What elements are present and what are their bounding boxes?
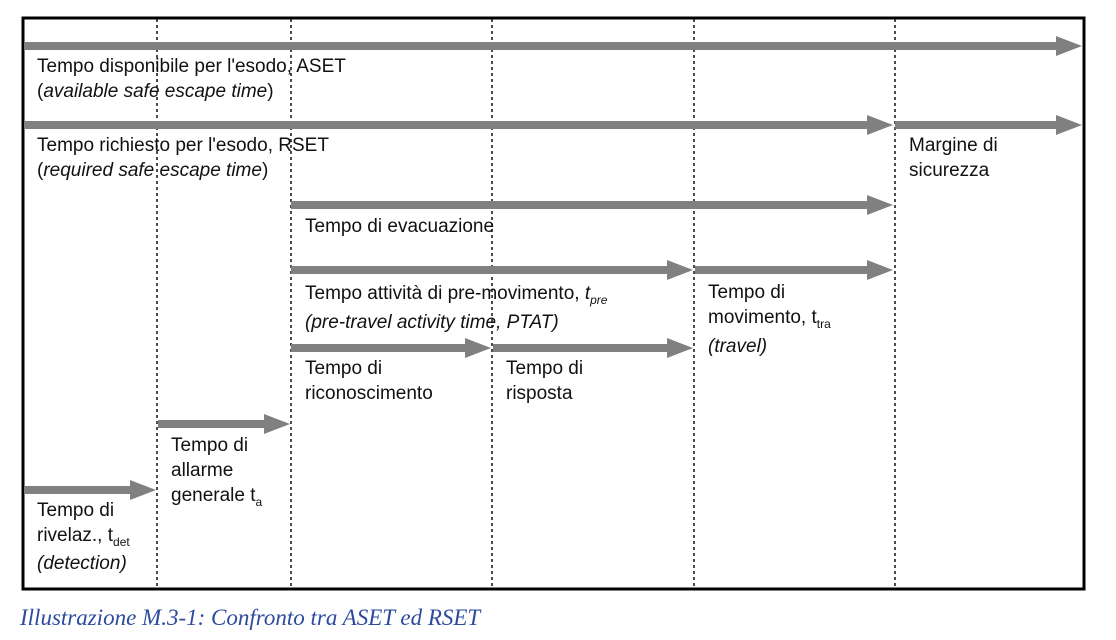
pre-movement-text: Tempo attività di pre-movimento,	[305, 283, 585, 304]
aset-arrow	[24, 36, 1082, 56]
aset-label-line1: Tempo disponibile per l'esodo, ASET	[37, 56, 346, 77]
pre-movement-subscript: pre	[590, 292, 608, 307]
safety-margin-line1: Margine di	[909, 135, 998, 156]
movement-label	[708, 280, 831, 359]
aset-close-paren: )	[267, 81, 274, 102]
aset-open-paren: (	[37, 81, 44, 102]
rset-open-paren: (	[37, 160, 44, 181]
alarm-text: generale t	[171, 485, 256, 506]
recognition-line2: riconoscimento	[305, 383, 433, 404]
alarm-line3	[171, 483, 262, 508]
response-line2: risposta	[506, 383, 573, 404]
alarm-subscript: a	[255, 494, 263, 509]
evacuation-label	[305, 214, 494, 239]
response-label	[506, 356, 583, 406]
rset-label	[37, 133, 329, 183]
movement-line2	[708, 305, 831, 330]
alarm-arrow	[158, 414, 290, 434]
pre-movement-line2: (pre-travel activity time, PTAT)	[305, 312, 559, 333]
movement-line1: Tempo di	[708, 282, 786, 303]
safety-margin-arrow	[895, 115, 1082, 135]
recognition-label	[305, 356, 433, 406]
safety-margin-line2: sicurezza	[909, 160, 990, 181]
rset-label-line2	[37, 158, 329, 183]
movement-subscript: tra	[816, 316, 831, 331]
detection-line1: Tempo di	[37, 500, 115, 521]
rset-english-term: required safe escape time	[43, 160, 262, 181]
rset-label-line1: Tempo richiesto per l'esodo, RSET	[37, 135, 329, 156]
aset-label-line2	[37, 79, 346, 104]
response-line1: Tempo di	[506, 358, 584, 379]
movement-text: movimento, t	[708, 307, 817, 328]
aset-label	[37, 54, 346, 104]
alarm-label	[171, 433, 262, 508]
detection-arrow	[24, 480, 156, 500]
safety-margin-label	[909, 133, 998, 183]
rset-close-paren: )	[261, 160, 269, 181]
pre-movement-symbol: t	[584, 283, 591, 304]
evacuation-arrow	[291, 195, 893, 215]
pre-movement-label	[305, 281, 607, 335]
alarm-line2: allarme	[171, 460, 234, 481]
detection-subscript: det	[113, 534, 130, 549]
aset-english-term: available safe escape time	[43, 81, 268, 102]
figure-caption: Illustrazione M.3-1: Confronto tra ASET ed RSET	[20, 605, 481, 630]
pre-movement-line1	[305, 281, 607, 306]
alarm-line1: Tempo di	[171, 435, 249, 456]
response-arrow	[493, 338, 693, 358]
detection-label	[37, 498, 130, 576]
recognition-line1: Tempo di	[305, 358, 383, 379]
movement-line3: (travel)	[708, 336, 768, 357]
detection-line3: (detection)	[37, 553, 127, 574]
recognition-arrow	[291, 338, 491, 358]
rset-arrow	[24, 115, 893, 135]
detection-text: rivelaz., t	[37, 525, 114, 546]
evacuation-line1: Tempo di evacuazione	[305, 216, 495, 237]
detection-line2	[37, 523, 130, 548]
movement-arrow	[695, 260, 893, 280]
